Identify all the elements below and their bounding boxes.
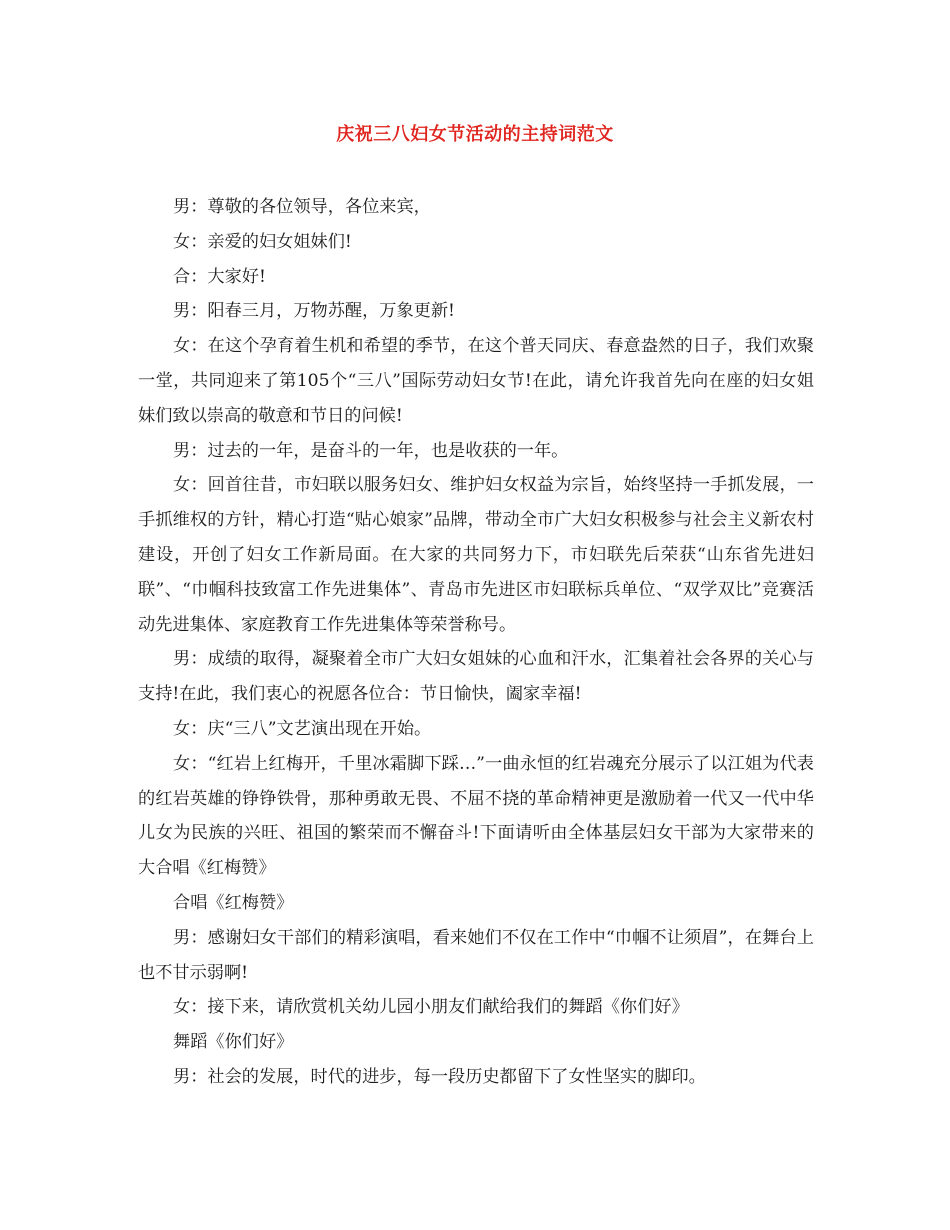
paragraph: 舞蹈《你们好》 [173, 1032, 294, 1053]
paragraph: 女：回首往昔，市妇联以服务妇女、维护妇女权益为宗旨，始终坚持一手抓发展，一手抓维权的方针，精心打造“贴心娘家”品牌，带动全市广大妇女积极参与社会主义新农村建设，开创了妇女工作新局面。在大家的共同努力下，市妇联先后荣获“山东省先进妇联”、“巾帼科技致富工作先进集体”、青岛市先进区市妇联标兵单位、“双学双比”竞赛活动先进集体、家庭教育工作先进集体等荣誉称号。 [138, 475, 814, 635]
paragraph: 合唱《红梅赞》 [173, 892, 294, 913]
paragraph: 男：感谢妇女干部们的精彩演唱，看来她们不仅在工作中“巾帼不让须眉”，在舞台上也不甘示弱啊! [138, 927, 814, 983]
paragraph: 女：“红岩上红梅开，千里冰霜脚下踩…”一曲永恒的红岩魂充分展示了以江姐为代表的红岩英雄的铮铮铁骨，那种勇敢无畏、不屈不挠的革命精神更是激励着一代又一代中华儿女为民族的兴旺、祖国的繁荣而不懈奋斗!下面请听由全体基层妇女干部为大家带来的大合唱《红梅赞》 [138, 753, 814, 879]
paragraph: 女：庆“三八”文艺演出现在开始。 [173, 718, 432, 739]
paragraph: 男：尊敬的各位领导，各位来宾， [173, 197, 431, 217]
paragraph: 合：大家好! [173, 266, 266, 287]
paragraph: 女：在这个孕育着生机和希望的季节，在这个普天同庆、春意盎然的日子，我们欢聚一堂，共同迎来了第105个“三八”国际劳动妇女节!在此，请允许我首先向在座的妇女姐妹们致以崇高的敬意和节日的问候! [138, 336, 814, 426]
paragraph: 女：亲爱的妇女姐妹们! [173, 231, 352, 252]
paragraph: 女：接下来，请欣赏机关幼儿园小朋友们献给我们的舞蹈《你们好》 [173, 997, 689, 1018]
document-body [138, 190, 814, 1095]
paragraph: 男：阳春三月，万物苏醒，万象更新! [173, 301, 455, 322]
paragraph: 男：过去的一年，是奋斗的一年，也是收获的一年。 [173, 440, 569, 461]
page-title: 庆祝三八妇女节活动的主持词范文 [336, 124, 614, 145]
paragraph: 男：社会的发展，时代的进步，每一段历史都留下了女性坚实的脚印。 [173, 1066, 706, 1087]
paragraph: 男：成绩的取得，凝聚着全市广大妇女姐妹的心血和汗水，汇集着社会各界的关心与支持!在此，我们衷心的祝愿各位合：节日愉快，阖家幸福! [138, 649, 814, 705]
